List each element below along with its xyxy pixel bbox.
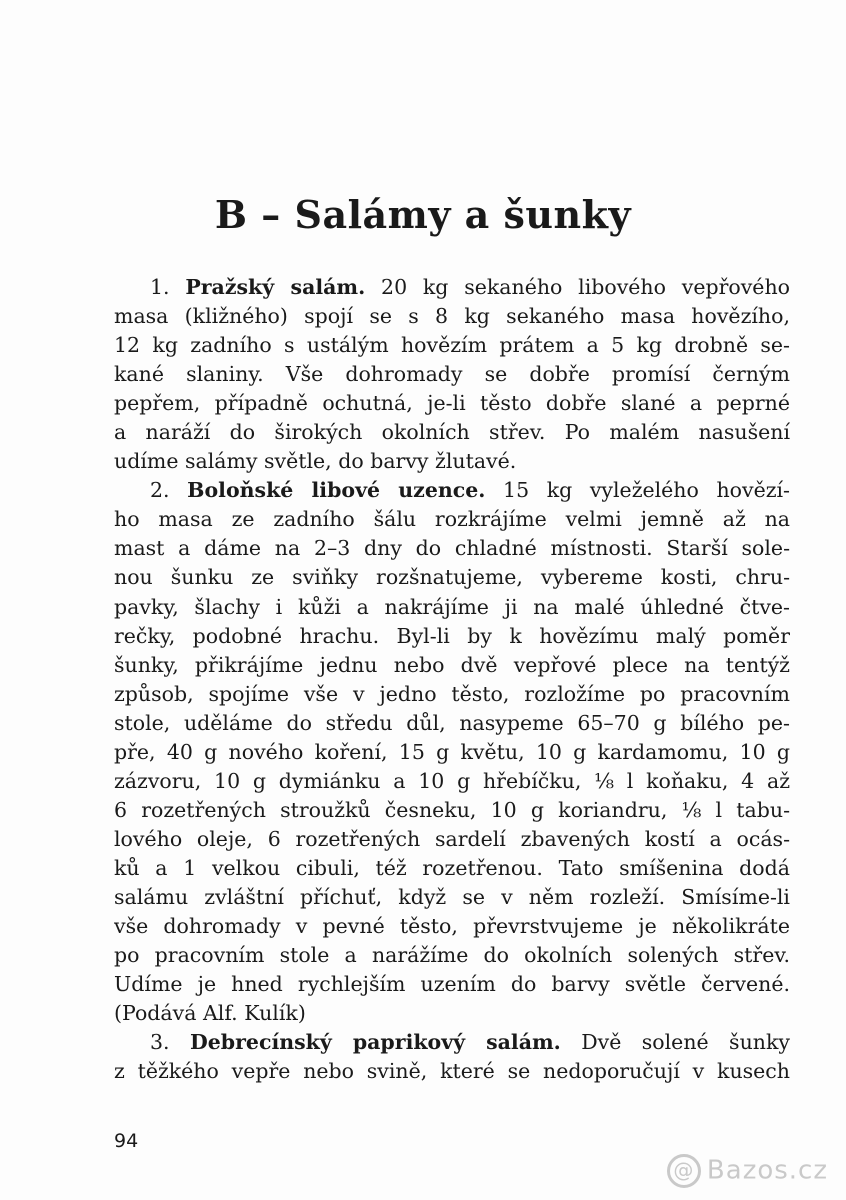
- recipe-2-line: po pracovním stole a narážíme do okolních solených střev.: [114, 943, 790, 968]
- recipe-2-line-1: 2. Boloňské libové uzence. 15 kg vyleželého hovězí-: [150, 478, 790, 503]
- recipe-1-line: udíme salámy světle, do barvy žlutavé.: [114, 449, 517, 474]
- recipe-1-title: Pražský salám.: [185, 275, 366, 299]
- recipe-2-line: šunky, přikrájíme jednu nebo dvě vepřové plece na tentýž: [114, 652, 790, 677]
- recipe-2-line: pavky, šlachy i kůži a nakrájíme ji na malé úhledné čtve-: [114, 594, 790, 619]
- recipe-2-line: zázvoru, 10 g dymiánku a 10 g hřebíčku, ⅛ l koňaku, 4 až: [114, 768, 790, 793]
- recipe-2-line: ků a 1 velkou cibuli, též rozetřenou. Tato smíšenina dodá: [114, 855, 790, 880]
- recipe-2-line: nou šunku ze sviňky rozšnatujeme, vybereme kosti, chru-: [114, 565, 790, 590]
- page-title: B – Salámy a šunky: [214, 192, 632, 237]
- recipe-1-line-1: 1. Pražský salám. 20 kg sekaného libového vepřového: [150, 275, 790, 299]
- recipe-2-line: rečky, podobné hrachu. Byl-li by k hovězímu malý poměr: [114, 623, 790, 648]
- recipe-3-title: Debrecínský paprikový salám.: [189, 1030, 561, 1055]
- recipe-3-line: z těžkého vepře nebo svině, které se nedoporučují v kusech: [114, 1059, 790, 1084]
- recipe-2-line: ho masa ze zadního šálu rozkrájíme velmi jemně až na: [114, 507, 790, 532]
- recipe-2-line: pře, 40 g nového koření, 15 g květu, 10 g kardamomu, 10 g: [114, 739, 790, 764]
- watermark: [667, 1154, 828, 1188]
- recipe-text: [114, 273, 790, 1086]
- recipe-2-line: způsob, spojíme vše v jedno těsto, rozložíme po pracovním: [114, 681, 790, 706]
- recipe-2-line: stole, uděláme do středu důl, nasypeme 65–70 g bílého pe-: [114, 710, 790, 735]
- recipe-2-line: lového oleje, 6 rozetřených sardelí zbavených kostí a ocás-: [114, 826, 790, 851]
- recipe-2-line: (Podává Alf. Kulík): [114, 1001, 306, 1026]
- recipe-2-line: mast a dáme na 2–3 dny do chladné místnosti. Starší sole-: [114, 536, 790, 561]
- recipe-1-line: 12 kg zadního s ustálým hovězím prátem a 5 kg drobně se-: [114, 333, 790, 358]
- recipe-1-line: kané slaniny. Vše dohromady se dobře promísí černým: [114, 362, 790, 387]
- recipe-2-line: 6 rozetřených stroužků česneku, 10 g koriandru, ⅛ l tabu-: [114, 797, 790, 822]
- recipe-2-line: salámu zvláštní příchuť, když se v něm rozleží. Smísíme-li: [114, 884, 790, 909]
- recipe-1-number: 1.: [150, 275, 170, 299]
- page-number: 94: [114, 1130, 139, 1152]
- recipe-3-number: 3.: [150, 1030, 170, 1055]
- recipe-2-title: Boloňské libové uzence.: [187, 478, 486, 503]
- recipe-2-line: Udíme je hned rychlejším uzením do barvy světle červené.: [114, 972, 790, 997]
- recipe-2-line: vše dohromady v pevné těsto, převrstvujeme je několikráte: [114, 914, 790, 939]
- bazos-logo-icon: @: [667, 1154, 701, 1188]
- watermark-text: Bazos.cz: [706, 1155, 828, 1186]
- recipe-1-line: masa (kližného) spojí se s 8 kg sekaného masa hovězího,: [114, 304, 790, 329]
- recipe-1-line: a naráží do širokých okolních střev. Po malém nasušení: [114, 420, 790, 445]
- recipe-1-line: pepřem, případně ochutná, je-li těsto dobře slané a peprné: [114, 391, 790, 416]
- recipe-3-line-1: 3. Debrecínský paprikový salám. Dvě solené šunky: [150, 1030, 790, 1055]
- recipe-2-number: 2.: [150, 478, 170, 503]
